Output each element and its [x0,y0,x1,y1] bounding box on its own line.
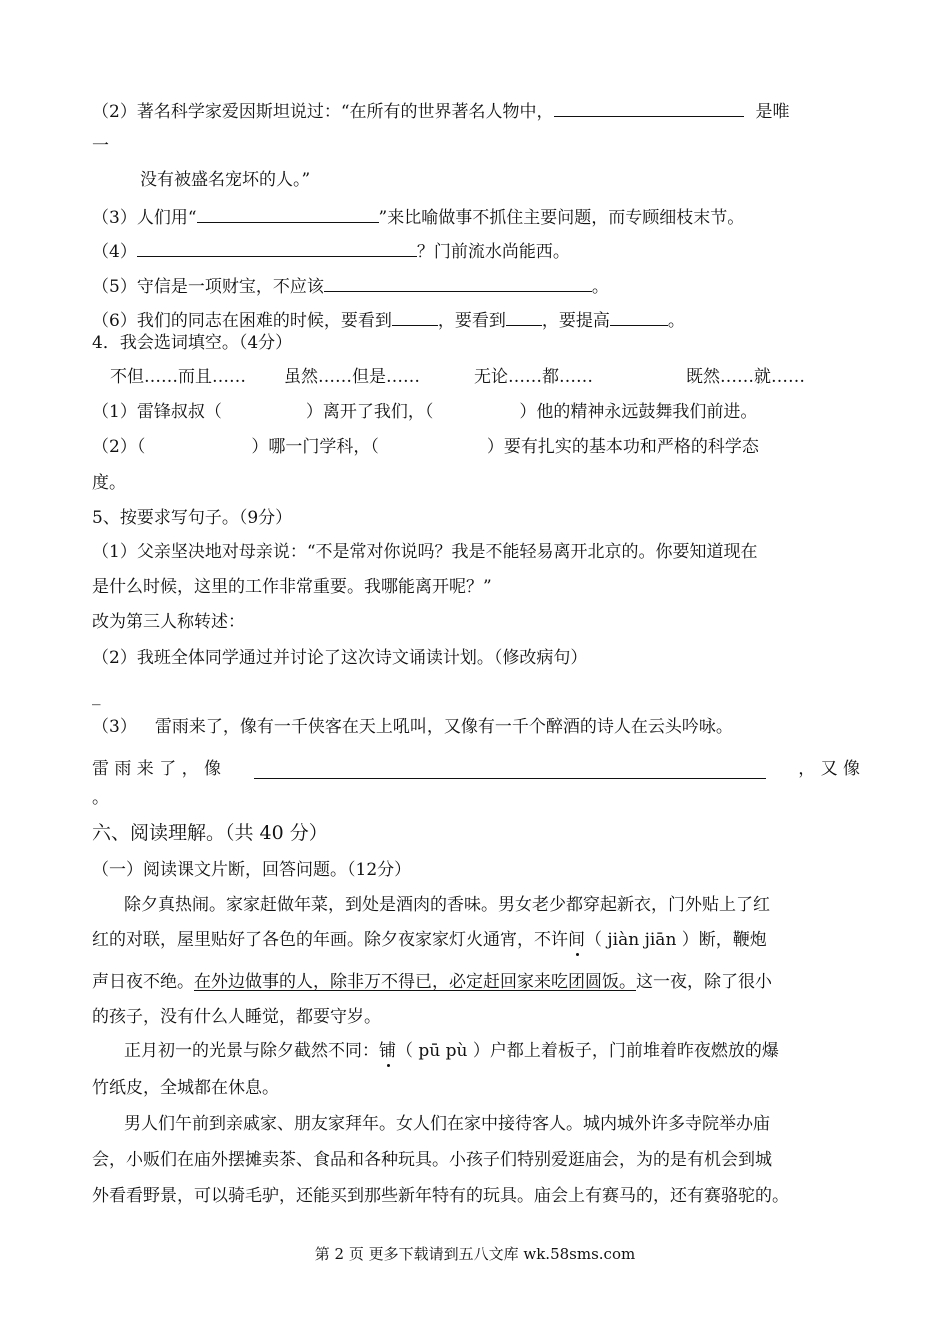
dotted-char: 间 [568,930,585,950]
passage-p1-l3: 声日夜不绝。在外边做事的人，除非万不得已，必定赶回家来吃团圆饭。这一夜，除了很小 [92,972,772,992]
q4-item1-line: （1）雷锋叔叔（ ）离开了我们，（ ）他的精神永远鼓舞我们前进。 [92,402,758,422]
passage-p3-l2: 会，小贩们在庙外摆摊卖茶、食品和各种玩具。小孩子们特别爱逛庙会，为的是有机会到城 [92,1150,772,1170]
q4-item2-wrap: 度。 [92,473,126,493]
passage-p3-l3: 外看看野景，可以骑毛驴，还能买到那些新年特有的玩具。庙会上有赛马的，还有赛骆驼的。 [92,1186,789,1206]
passage-p3-l1: 男人们午前到亲戚家、朋友家拜年。女人们在家中接待客人。城内城外许多寺院举办庙 [124,1114,770,1134]
blank-field[interactable] [324,276,592,292]
blank-field[interactable] [610,310,668,326]
q4-item2-line: （2）（ ）哪一门学科，（ ）要有扎实的基本功和严格的科学态 [92,437,759,457]
q5-item2-answer[interactable]: _ [92,686,101,706]
blank-field[interactable] [554,101,744,117]
q3-item3-line: （3）人们用“ ”来比喻做事不抓住主要问题，而专顾细枝末节。 [92,208,745,228]
q4-option-2: 虽然……但是…… [284,367,420,387]
q4-option-3: 无论……都…… [474,367,593,387]
blank-field[interactable] [197,207,379,223]
q4-option-4: 既然……就…… [686,367,805,387]
q5-item3-wrap: 。 [92,788,109,808]
q3-item2-wrap: 一 [92,136,109,156]
q3-item2-line: （2）著名科学家爱因斯坦说过：“在所有的世界著名人物中， 是唯 [92,102,790,122]
passage-p2-l1: 正月初一的光景与除夕截然不同：铺（ pū pù ）户都上着板子，门前堆着昨夜燃放的爆 [124,1041,779,1061]
q5-item1-task: 改为第三人称转述： [92,612,245,632]
q5-item3-answer-line: 雷 雨 来 了 ， 像 ， 又 像 [92,759,860,779]
q3-item5-line: （5）守信是一项财宝，不应该 。 [92,277,609,297]
section6-title: 六、阅读理解。（共 40 分） [92,822,328,844]
passage-p1-l1: 除夕真热闹。家家赶做年菜，到处是酒肉的香味。男女老少都穿起新衣，门外贴上了红 [124,895,770,915]
q3-item2-wrap2: 没有被盛名宠坏的人。” [140,170,311,190]
q5-item1-line2: 是什么时候，这里的工作非常重要。我哪能离开呢？” [92,577,492,597]
q3-item6-line: （6）我们的同志在困难的时候，要看到 ，要看到 ，要提高 。 [92,311,685,331]
underlined-sentence: 在外边做事的人，除非万不得已，必定赶回家来吃团圆饭。 [194,972,636,992]
q4-option-1: 不但……而且…… [110,367,246,387]
dotted-char: 铺 [379,1041,396,1061]
q5-title: 5、按要求写句子。（9分） [92,508,293,528]
blank-field[interactable] [137,241,417,257]
passage-p2-l2: 竹纸皮，全城都在休息。 [92,1078,279,1098]
passage-p1-l2: 红的对联，屋里贴好了各色的年画。除夕夜家家灯火通宵，不许间（ jiàn jiān ）断，鞭炮 [92,930,767,950]
page-footer: 第 2 页 更多下载请到五八文库 wk.58sms.com [314,1245,636,1263]
blank-field[interactable] [254,762,766,779]
blank-field[interactable] [392,310,438,326]
q4-title: 4．我会选词填空。（4分） [92,333,293,353]
q5-item1-line1: （1）父亲坚决地对母亲说：“不是常对你说吗？我是不能轻易离开北京的。你要知道现在 [92,542,758,562]
blank-field[interactable] [506,310,542,326]
q5-item3-line: （3） 雷雨来了，像有一千侠客在天上吼叫，又像有一千个醉酒的诗人在云头吟咏。 [92,717,733,737]
q3-item4-line: （4） ？门前流水尚能西。 [92,242,570,262]
q5-item2-line: （2）我班全体同学通过并讨论了这次诗文诵读计划。（修改病句） [92,648,588,668]
passage-p1-l4: 的孩子，没有什么人睡觉，都要守岁。 [92,1007,381,1027]
section6-part1-title: （一）阅读课文片断，回答问题。（12分） [92,860,412,880]
